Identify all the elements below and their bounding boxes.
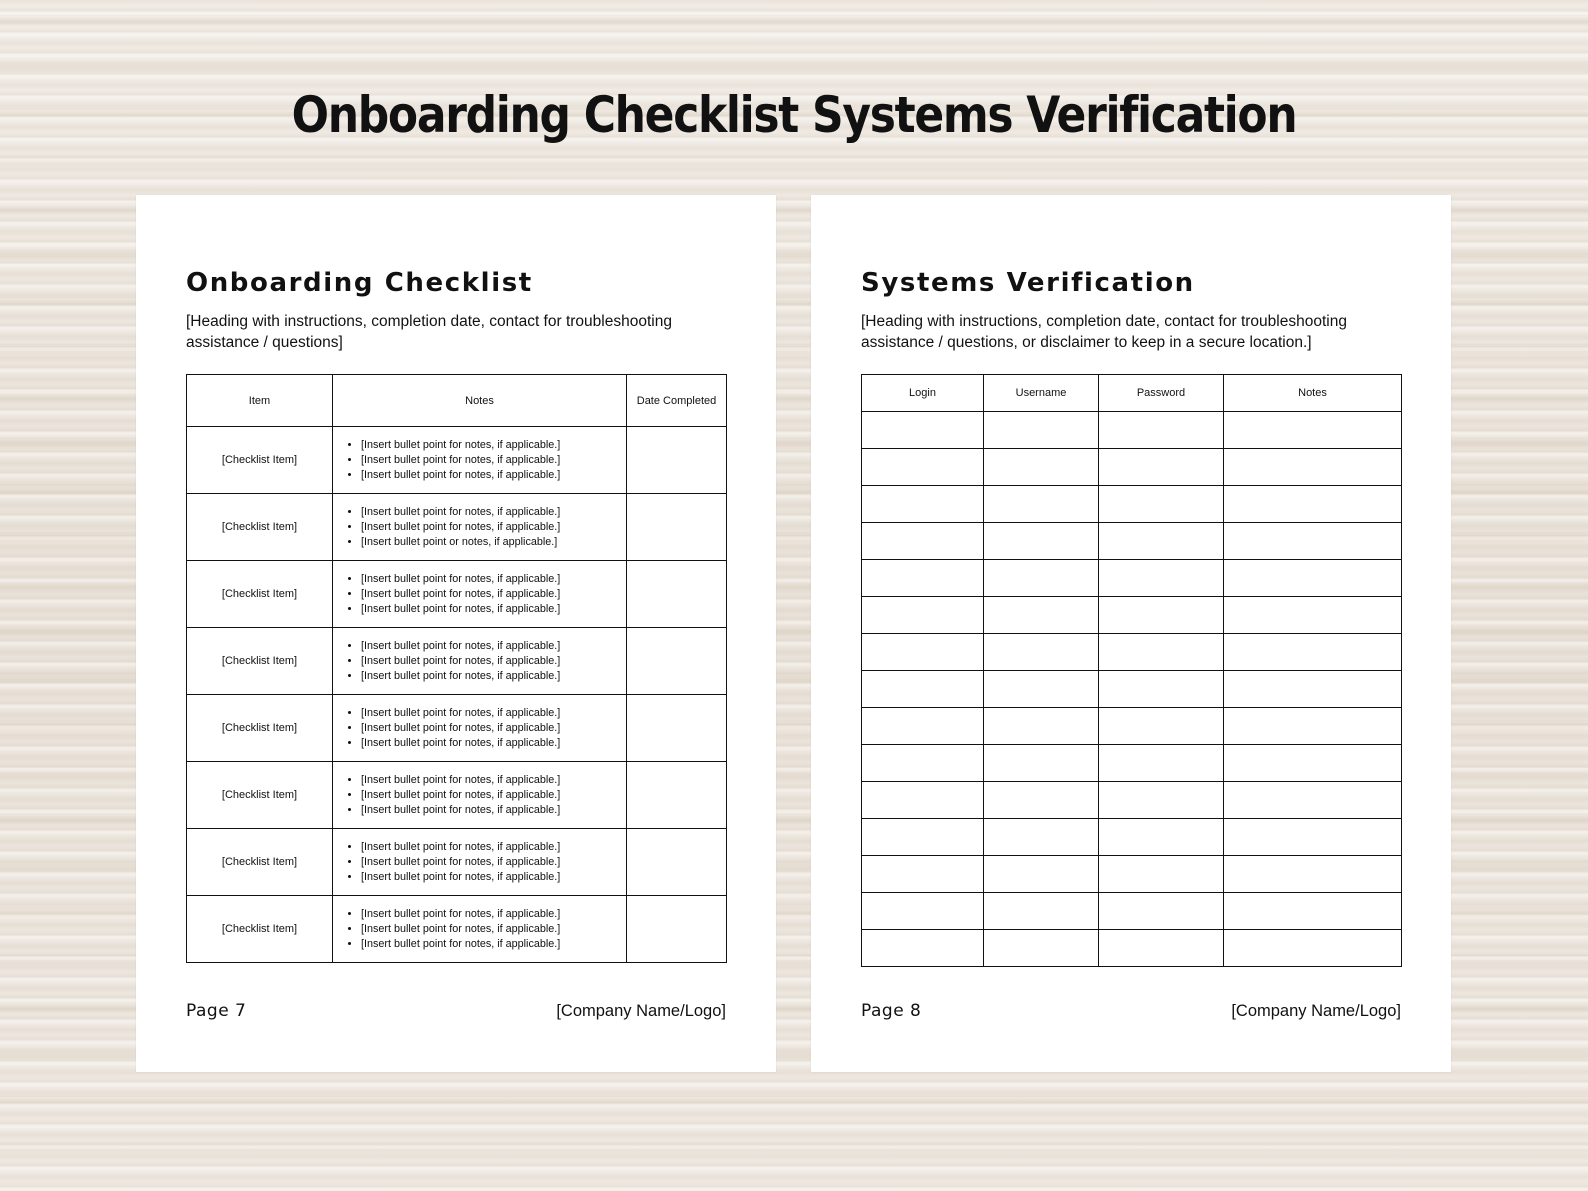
notes-cell[interactable] — [1224, 856, 1402, 893]
date-completed-cell[interactable] — [627, 695, 727, 762]
login-cell[interactable] — [862, 782, 984, 819]
list-item: • [Insert bullet point for notes, if applicable.] — [361, 721, 626, 736]
notes-list — [333, 639, 626, 684]
table-row — [187, 494, 727, 561]
list-item: • [Insert bullet point for notes, if applicable.] — [361, 773, 626, 788]
verification-instructions: [Heading with instructions, completion date, contact for troubleshooting assistance / questions, or disclaimer to keep in a secure location.] — [861, 313, 1347, 351]
column-header-username: Username — [984, 375, 1099, 412]
notes-cell — [333, 695, 627, 762]
table-row — [862, 708, 1402, 745]
notes-cell[interactable] — [1224, 819, 1402, 856]
username-cell[interactable] — [984, 412, 1099, 449]
column-header-password: Password — [1099, 375, 1224, 412]
notes-list — [333, 706, 626, 751]
list-item: • [Insert bullet point for notes, if applicable.] — [361, 706, 626, 721]
login-cell[interactable] — [862, 708, 984, 745]
notes-cell[interactable] — [1224, 449, 1402, 486]
notes-cell[interactable] — [1224, 930, 1402, 967]
login-cell[interactable] — [862, 856, 984, 893]
table-row — [862, 782, 1402, 819]
list-item: • [Insert bullet point for notes, if applicable.] — [361, 505, 626, 520]
checklist-item-cell: [Checklist Item] — [187, 762, 333, 829]
username-cell[interactable] — [984, 893, 1099, 930]
list-item: • [Insert bullet point for notes, if applicable.] — [361, 572, 626, 587]
password-cell[interactable] — [1099, 708, 1224, 745]
table-row — [862, 634, 1402, 671]
list-item: • [Insert bullet point for notes, if applicable.] — [361, 870, 626, 885]
table-row — [862, 671, 1402, 708]
password-cell[interactable] — [1099, 412, 1224, 449]
table-row — [862, 893, 1402, 930]
notes-list — [333, 907, 626, 952]
password-cell[interactable] — [1099, 597, 1224, 634]
username-cell[interactable] — [984, 819, 1099, 856]
page-onboarding-checklist — [136, 195, 776, 1072]
password-cell[interactable] — [1099, 449, 1224, 486]
notes-cell[interactable] — [1224, 708, 1402, 745]
username-cell[interactable] — [984, 782, 1099, 819]
table-row — [862, 745, 1402, 782]
username-cell[interactable] — [984, 523, 1099, 560]
table-row — [187, 628, 727, 695]
username-cell[interactable] — [984, 856, 1099, 893]
list-item: • [Insert bullet point for notes, if applicable.] — [361, 736, 626, 751]
column-header-date-completed: Date Completed — [627, 375, 727, 427]
notes-cell — [333, 896, 627, 963]
login-cell[interactable] — [862, 412, 984, 449]
checklist-body — [187, 427, 727, 963]
login-cell[interactable] — [862, 449, 984, 486]
verification-header-row — [862, 375, 1402, 412]
column-header-login: Login — [862, 375, 984, 412]
username-cell[interactable] — [984, 745, 1099, 782]
table-row — [187, 561, 727, 628]
login-cell[interactable] — [862, 819, 984, 856]
checklist-item-cell: [Checklist Item] — [187, 561, 333, 628]
page-number: Page 7 — [186, 1001, 247, 1021]
list-item: • [Insert bullet point for notes, if applicable.] — [361, 788, 626, 803]
date-completed-cell[interactable] — [627, 896, 727, 963]
login-cell[interactable] — [862, 523, 984, 560]
notes-cell — [333, 829, 627, 896]
list-item: • [Insert bullet point for notes, if applicable.] — [361, 803, 626, 818]
login-cell[interactable] — [862, 671, 984, 708]
table-row — [862, 449, 1402, 486]
notes-list — [333, 572, 626, 617]
list-item: • [Insert bullet point for notes, if applicable.] — [361, 468, 626, 483]
password-cell[interactable] — [1099, 634, 1224, 671]
username-cell[interactable] — [984, 930, 1099, 967]
checklist-header-row — [187, 375, 727, 427]
table-row — [862, 930, 1402, 967]
table-row — [862, 856, 1402, 893]
notes-cell[interactable] — [1224, 486, 1402, 523]
checklist-item-cell: [Checklist Item] — [187, 695, 333, 762]
password-cell[interactable] — [1099, 560, 1224, 597]
table-row — [187, 762, 727, 829]
notes-cell[interactable] — [1224, 597, 1402, 634]
verification-heading: Systems Verification — [861, 268, 1195, 298]
checklist-item-cell: [Checklist Item] — [187, 494, 333, 561]
column-header-item: Item — [187, 375, 333, 427]
list-item: • [Insert bullet point for notes, if applicable.] — [361, 907, 626, 922]
list-item: • [Insert bullet point for notes, if applicable.] — [361, 520, 626, 535]
username-cell[interactable] — [984, 634, 1099, 671]
verification-table — [861, 374, 1402, 967]
login-cell[interactable] — [862, 745, 984, 782]
notes-list — [333, 840, 626, 885]
list-item: • [Insert bullet point for notes, if applicable.] — [361, 840, 626, 855]
password-cell[interactable] — [1099, 856, 1224, 893]
password-cell[interactable] — [1099, 486, 1224, 523]
notes-cell[interactable] — [1224, 523, 1402, 560]
list-item: • [Insert bullet point for notes, if applicable.] — [361, 654, 626, 669]
table-row — [862, 486, 1402, 523]
main-title: Onboarding Checklist Systems Verification — [291, 86, 1297, 144]
table-row — [862, 597, 1402, 634]
checklist-item-cell: [Checklist Item] — [187, 628, 333, 695]
checklist-item-cell: [Checklist Item] — [187, 896, 333, 963]
list-item: • [Insert bullet point for notes, if applicable.] — [361, 669, 626, 684]
notes-cell — [333, 628, 627, 695]
column-header-notes: Notes — [333, 375, 627, 427]
notes-cell — [333, 494, 627, 561]
date-completed-cell[interactable] — [627, 829, 727, 896]
column-header-notes: Notes — [1224, 375, 1402, 412]
table-row — [187, 896, 727, 963]
username-cell[interactable] — [984, 486, 1099, 523]
checklist-item-cell: [Checklist Item] — [187, 427, 333, 494]
list-item: • [Insert bullet point for notes, if applicable.] — [361, 639, 626, 654]
date-completed-cell[interactable] — [627, 628, 727, 695]
table-row — [187, 829, 727, 896]
notes-list — [333, 773, 626, 818]
table-row — [862, 412, 1402, 449]
checklist-heading: Onboarding Checklist — [186, 268, 533, 298]
login-cell[interactable] — [862, 560, 984, 597]
notes-cell — [333, 561, 627, 628]
notes-cell — [333, 427, 627, 494]
list-item: • [Insert bullet point for notes, if applicable.] — [361, 922, 626, 937]
date-completed-cell[interactable] — [627, 494, 727, 561]
list-item: • [Insert bullet point for notes, if applicable.] — [361, 587, 626, 602]
verification-body — [862, 412, 1402, 967]
table-row — [187, 427, 727, 494]
notes-cell — [333, 762, 627, 829]
notes-cell[interactable] — [1224, 412, 1402, 449]
list-item: • [Insert bullet point for notes, if applicable.] — [361, 453, 626, 468]
table-row — [862, 819, 1402, 856]
list-item: • [Insert bullet point for notes, if applicable.] — [361, 438, 626, 453]
checklist-instructions: [Heading with instructions, completion date, contact for troubleshooting assistance / questions] — [186, 313, 672, 351]
table-row — [862, 523, 1402, 560]
company-name: [Company Name/Logo] — [1231, 1002, 1401, 1020]
notes-cell[interactable] — [1224, 634, 1402, 671]
notes-cell[interactable] — [1224, 671, 1402, 708]
list-item: • [Insert bullet point for notes, if applicable.] — [361, 602, 626, 617]
username-cell[interactable] — [984, 560, 1099, 597]
page-number: Page 8 — [861, 1001, 922, 1021]
login-cell[interactable] — [862, 893, 984, 930]
password-cell[interactable] — [1099, 745, 1224, 782]
login-cell[interactable] — [862, 486, 984, 523]
username-cell[interactable] — [984, 449, 1099, 486]
page-systems-verification — [811, 195, 1451, 1072]
notes-cell[interactable] — [1224, 745, 1402, 782]
username-cell[interactable] — [984, 671, 1099, 708]
notes-cell[interactable] — [1224, 782, 1402, 819]
list-item: • [Insert bullet point for notes, if applicable.] — [361, 855, 626, 870]
username-cell[interactable] — [984, 708, 1099, 745]
company-name: [Company Name/Logo] — [556, 1002, 726, 1020]
login-cell[interactable] — [862, 597, 984, 634]
date-completed-cell[interactable] — [627, 762, 727, 829]
date-completed-cell[interactable] — [627, 427, 727, 494]
notes-list — [333, 438, 626, 483]
password-cell[interactable] — [1099, 930, 1224, 967]
login-cell[interactable] — [862, 634, 984, 671]
password-cell[interactable] — [1099, 893, 1224, 930]
notes-cell[interactable] — [1224, 893, 1402, 930]
password-cell[interactable] — [1099, 819, 1224, 856]
list-item: • [Insert bullet point for notes, if applicable.] — [361, 937, 626, 952]
list-item: • [Insert bullet point or notes, if applicable.] — [361, 535, 626, 550]
password-cell[interactable] — [1099, 782, 1224, 819]
table-row — [187, 695, 727, 762]
date-completed-cell[interactable] — [627, 561, 727, 628]
table-row — [862, 560, 1402, 597]
username-cell[interactable] — [984, 597, 1099, 634]
checklist-table — [186, 374, 727, 963]
notes-cell[interactable] — [1224, 560, 1402, 597]
login-cell[interactable] — [862, 930, 984, 967]
checklist-item-cell: [Checklist Item] — [187, 829, 333, 896]
notes-list — [333, 505, 626, 550]
password-cell[interactable] — [1099, 671, 1224, 708]
password-cell[interactable] — [1099, 523, 1224, 560]
